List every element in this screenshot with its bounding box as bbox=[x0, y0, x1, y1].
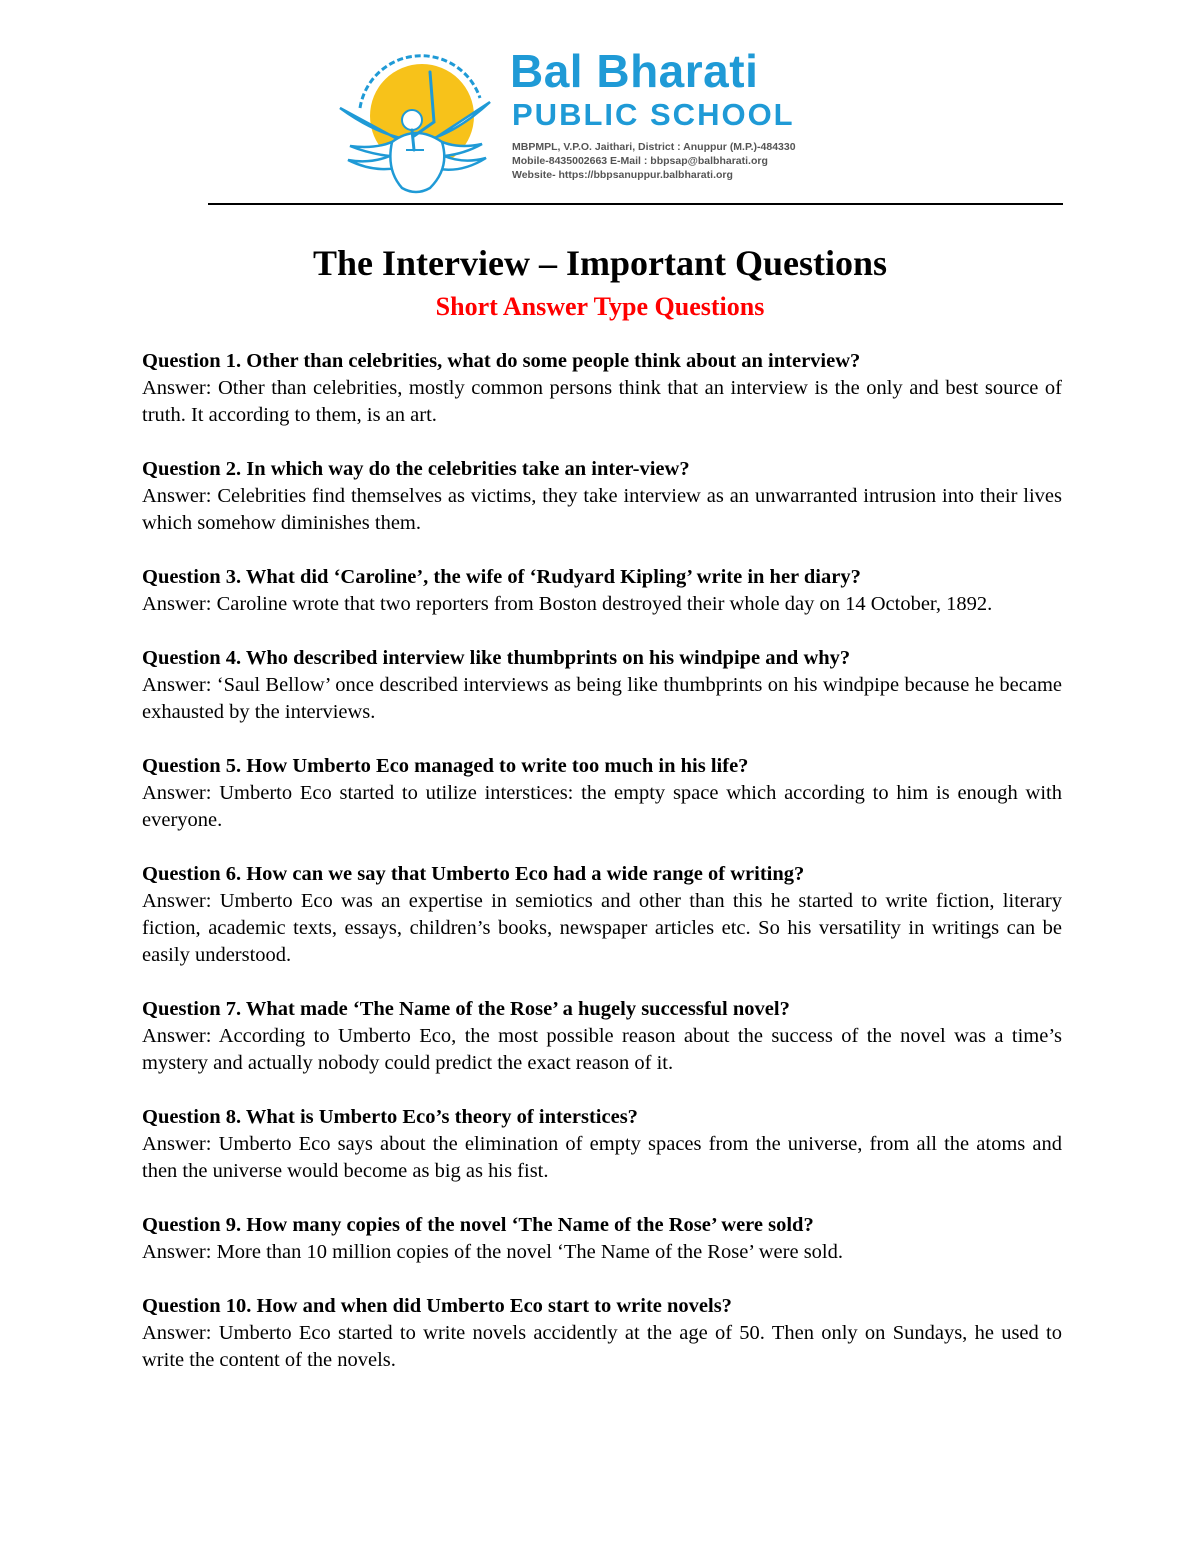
question-text: Question 7. What made ‘The Name of the Rose’ a hugely successful novel? bbox=[142, 998, 790, 1020]
answer-text: Answer: Caroline wrote that two reporters from Boston destroyed their whole day on 14 October, 1892. bbox=[142, 593, 993, 615]
question-text: Question 3. What did ‘Caroline’, the wife of ‘Rudyard Kipling’ write in her diary? bbox=[142, 566, 861, 588]
answer-text: Answer: Umberto Eco started to utilize interstices: the empty space which according to him is enough with everyone. bbox=[142, 782, 1062, 831]
answer-text: Answer: More than 10 million copies of the novel ‘The Name of the Rose’ were sold. bbox=[142, 1241, 843, 1263]
question-text: Question 4. Who described interview like thumbprints on his windpipe and why? bbox=[142, 647, 851, 669]
header-divider bbox=[208, 203, 1063, 205]
answer-text: Answer: Other than celebrities, mostly common persons think that an interview is the only and best source of truth. It according to them, is an art. bbox=[142, 377, 1062, 426]
question-text: Question 6. How can we say that Umberto Eco had a wide range of writing? bbox=[142, 863, 805, 885]
qa-item bbox=[142, 996, 1062, 1077]
school-emblem-icon bbox=[330, 38, 500, 198]
letterhead bbox=[0, 0, 1200, 210]
question-text: Question 5. How Umberto Eco managed to write too much in his life? bbox=[142, 755, 749, 777]
school-subtitle: PUBLIC SCHOOL bbox=[512, 97, 795, 132]
question-text: Question 9. How many copies of the novel ‘The Name of the Rose’ were sold? bbox=[142, 1214, 814, 1236]
question-list bbox=[142, 348, 1062, 1401]
answer-text: Answer: ‘Saul Bellow’ once described interviews as being like thumbprints on his windpipe because he became exhausted by the interviews. bbox=[142, 674, 1062, 723]
question-text: Question 1. Other than celebrities, what do some people think about an interview? bbox=[142, 350, 861, 372]
question-text: Question 10. How and when did Umberto Eco start to write novels? bbox=[142, 1295, 732, 1317]
qa-item bbox=[142, 1293, 1062, 1374]
qa-item bbox=[142, 753, 1062, 834]
qa-item bbox=[142, 861, 1062, 969]
section-subtitle: Short Answer Type Questions bbox=[435, 292, 765, 321]
school-contact: Mobile-8435002663 E-Mail : bbpsap@balbharati.org bbox=[512, 155, 768, 167]
qa-item bbox=[142, 645, 1062, 726]
question-text: Question 2. In which way do the celebrities take an inter-view? bbox=[142, 458, 690, 480]
school-name: Bal Bharati bbox=[510, 45, 759, 97]
qa-item bbox=[142, 456, 1062, 537]
answer-text: Answer: Umberto Eco says about the elimination of empty spaces from the universe, from all the atoms and then the universe would become as big as his fist. bbox=[142, 1133, 1062, 1182]
school-address: MBPMPL, V.P.O. Jaithari, District : Anuppur (M.P.)-484330 bbox=[512, 141, 796, 153]
qa-item bbox=[142, 564, 1062, 618]
answer-text: Answer: According to Umberto Eco, the most possible reason about the success of the novel was a time’s mystery and actually nobody could predict the exact reason of it. bbox=[142, 1025, 1062, 1074]
qa-item bbox=[142, 1104, 1062, 1185]
page-title: The Interview – Important Questions bbox=[313, 243, 887, 283]
qa-item bbox=[142, 1212, 1062, 1266]
answer-text: Answer: Celebrities find themselves as victims, they take interview as an unwarranted intrusion into their lives which somehow diminishes them. bbox=[142, 485, 1062, 534]
question-text: Question 8. What is Umberto Eco’s theory of interstices? bbox=[142, 1106, 638, 1128]
school-website: Website- https://bbpsanuppur.balbharati.org bbox=[512, 169, 733, 181]
school-contact-block bbox=[512, 140, 796, 182]
qa-item bbox=[142, 348, 1062, 429]
answer-text: Answer: Umberto Eco started to write novels accidently at the age of 50. Then only on Sundays, he used to write the content of the novels. bbox=[142, 1322, 1062, 1371]
answer-text: Answer: Umberto Eco was an expertise in semiotics and other than this he started to write fiction, literary fiction, academic texts, essays, children’s books, newspaper articles etc. So his versatility in writings can be easily understood. bbox=[142, 890, 1062, 966]
